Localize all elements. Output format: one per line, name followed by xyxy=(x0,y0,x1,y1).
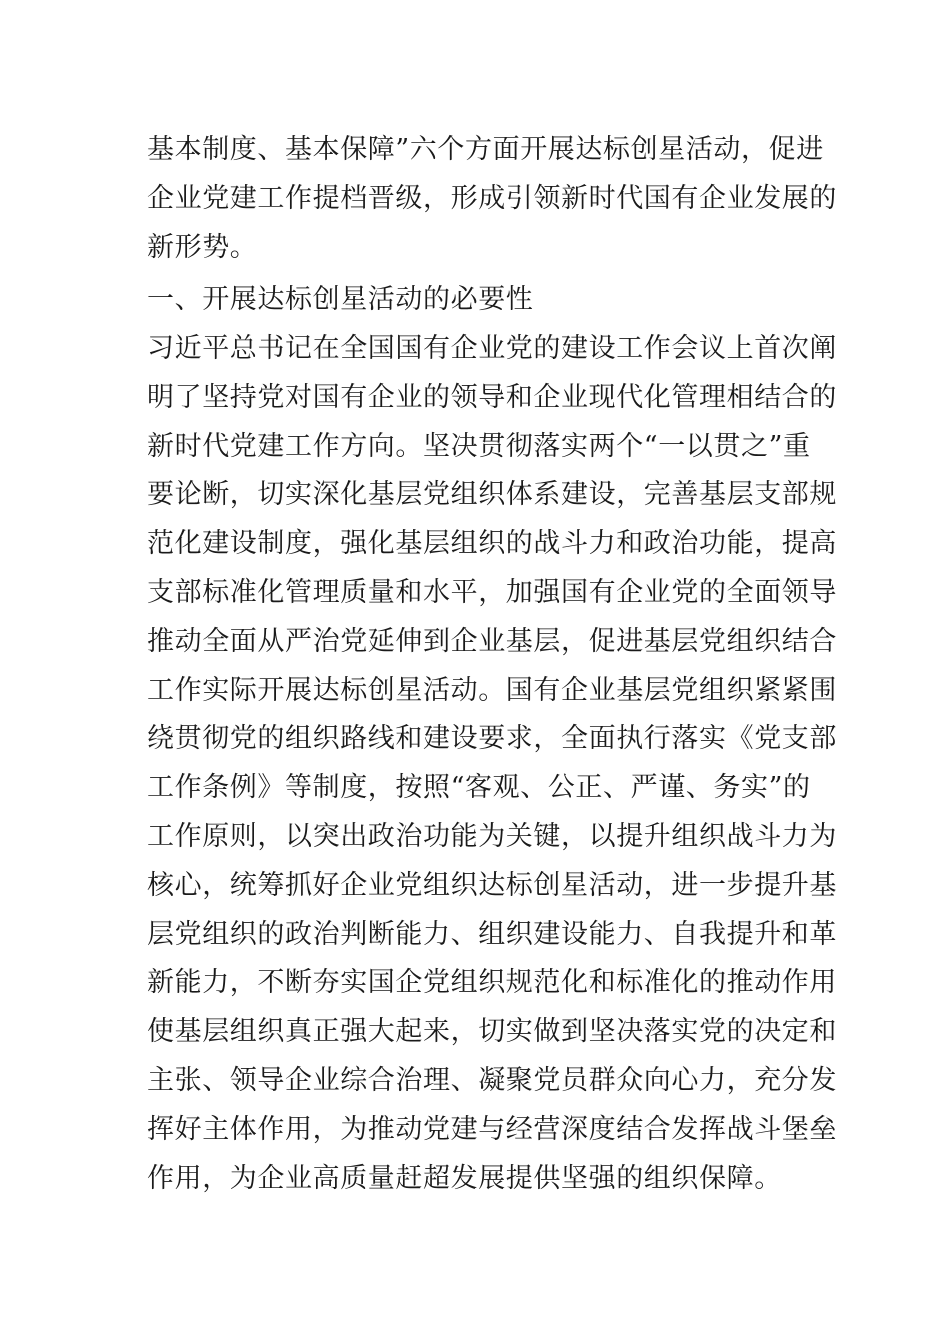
paragraph-line: 支部标准化管理质量和水平，加强国有企业党的全面领导 xyxy=(147,576,837,608)
paragraph-line: 挥好主体作用，为推动党建与经营深度结合发挥战斗堡垒 xyxy=(147,1113,837,1145)
paragraph-line: 基本制度、基本保障”六个方面开展达标创星活动，促进 xyxy=(147,134,824,165)
paragraph-line: 明了坚持党对国有企业的领导和企业现代化管理相结合的 xyxy=(147,381,837,413)
paragraph-line: 工作原则，以突出政治功能为关键，以提升组织战斗力为 xyxy=(147,820,837,852)
paragraph-line: 主张、领导企业综合治理、凝聚党员群众向心力，充分发 xyxy=(147,1064,837,1096)
paragraph-line: 作用，为企业高质量赶超发展提供坚强的组织保障。 xyxy=(147,1162,782,1194)
paragraph-line: 工作条例》等制度，按照“客观、公正、严谨、务实”的 xyxy=(147,772,811,804)
section-heading-text: 一、开展达标创星活动的必要性 xyxy=(147,284,534,315)
paragraph-line: 要论断，切实深化基层党组织体系建设，完善基层支部规 xyxy=(147,479,837,511)
paragraph-line: 企业党建工作提档晋级，形成引领新时代国有企业发展的 xyxy=(147,182,837,214)
continued-paragraph xyxy=(147,126,837,272)
paragraph-line: 范化建设制度，强化基层组织的战斗力和政治功能，提高 xyxy=(147,528,837,560)
body-paragraph xyxy=(147,325,837,1203)
paragraph-line: 新能力，不断夯实国企党组织规范化和标准化的推动作用 xyxy=(147,967,837,999)
paragraph-line: 工作实际开展达标创星活动。国有企业基层党组织紧紧围 xyxy=(147,674,837,706)
paragraph-line: 使基层组织真正强大起来，切实做到坚决落实党的决定和 xyxy=(147,1016,837,1048)
paragraph-line: 新形势。 xyxy=(147,231,258,263)
paragraph-line: 新时代党建工作方向。坚决贯彻落实两个“一以贯之”重 xyxy=(147,430,811,462)
section-heading xyxy=(147,276,807,325)
paragraph-line: 习近平总书记在全国国有企业党的建设工作会议上首次阐 xyxy=(147,333,837,364)
paragraph-line: 绕贯彻党的组织路线和建设要求，全面执行落实《党支部 xyxy=(147,723,837,755)
paragraph-line: 核心，统筹抓好企业党组织达标创星活动，进一步提升基 xyxy=(147,869,837,901)
paragraph-line: 层党组织的政治判断能力、组织建设能力、自我提升和革 xyxy=(147,918,837,950)
paragraph-line: 推动全面从严治党延伸到企业基层，促进基层党组织结合 xyxy=(147,625,837,657)
